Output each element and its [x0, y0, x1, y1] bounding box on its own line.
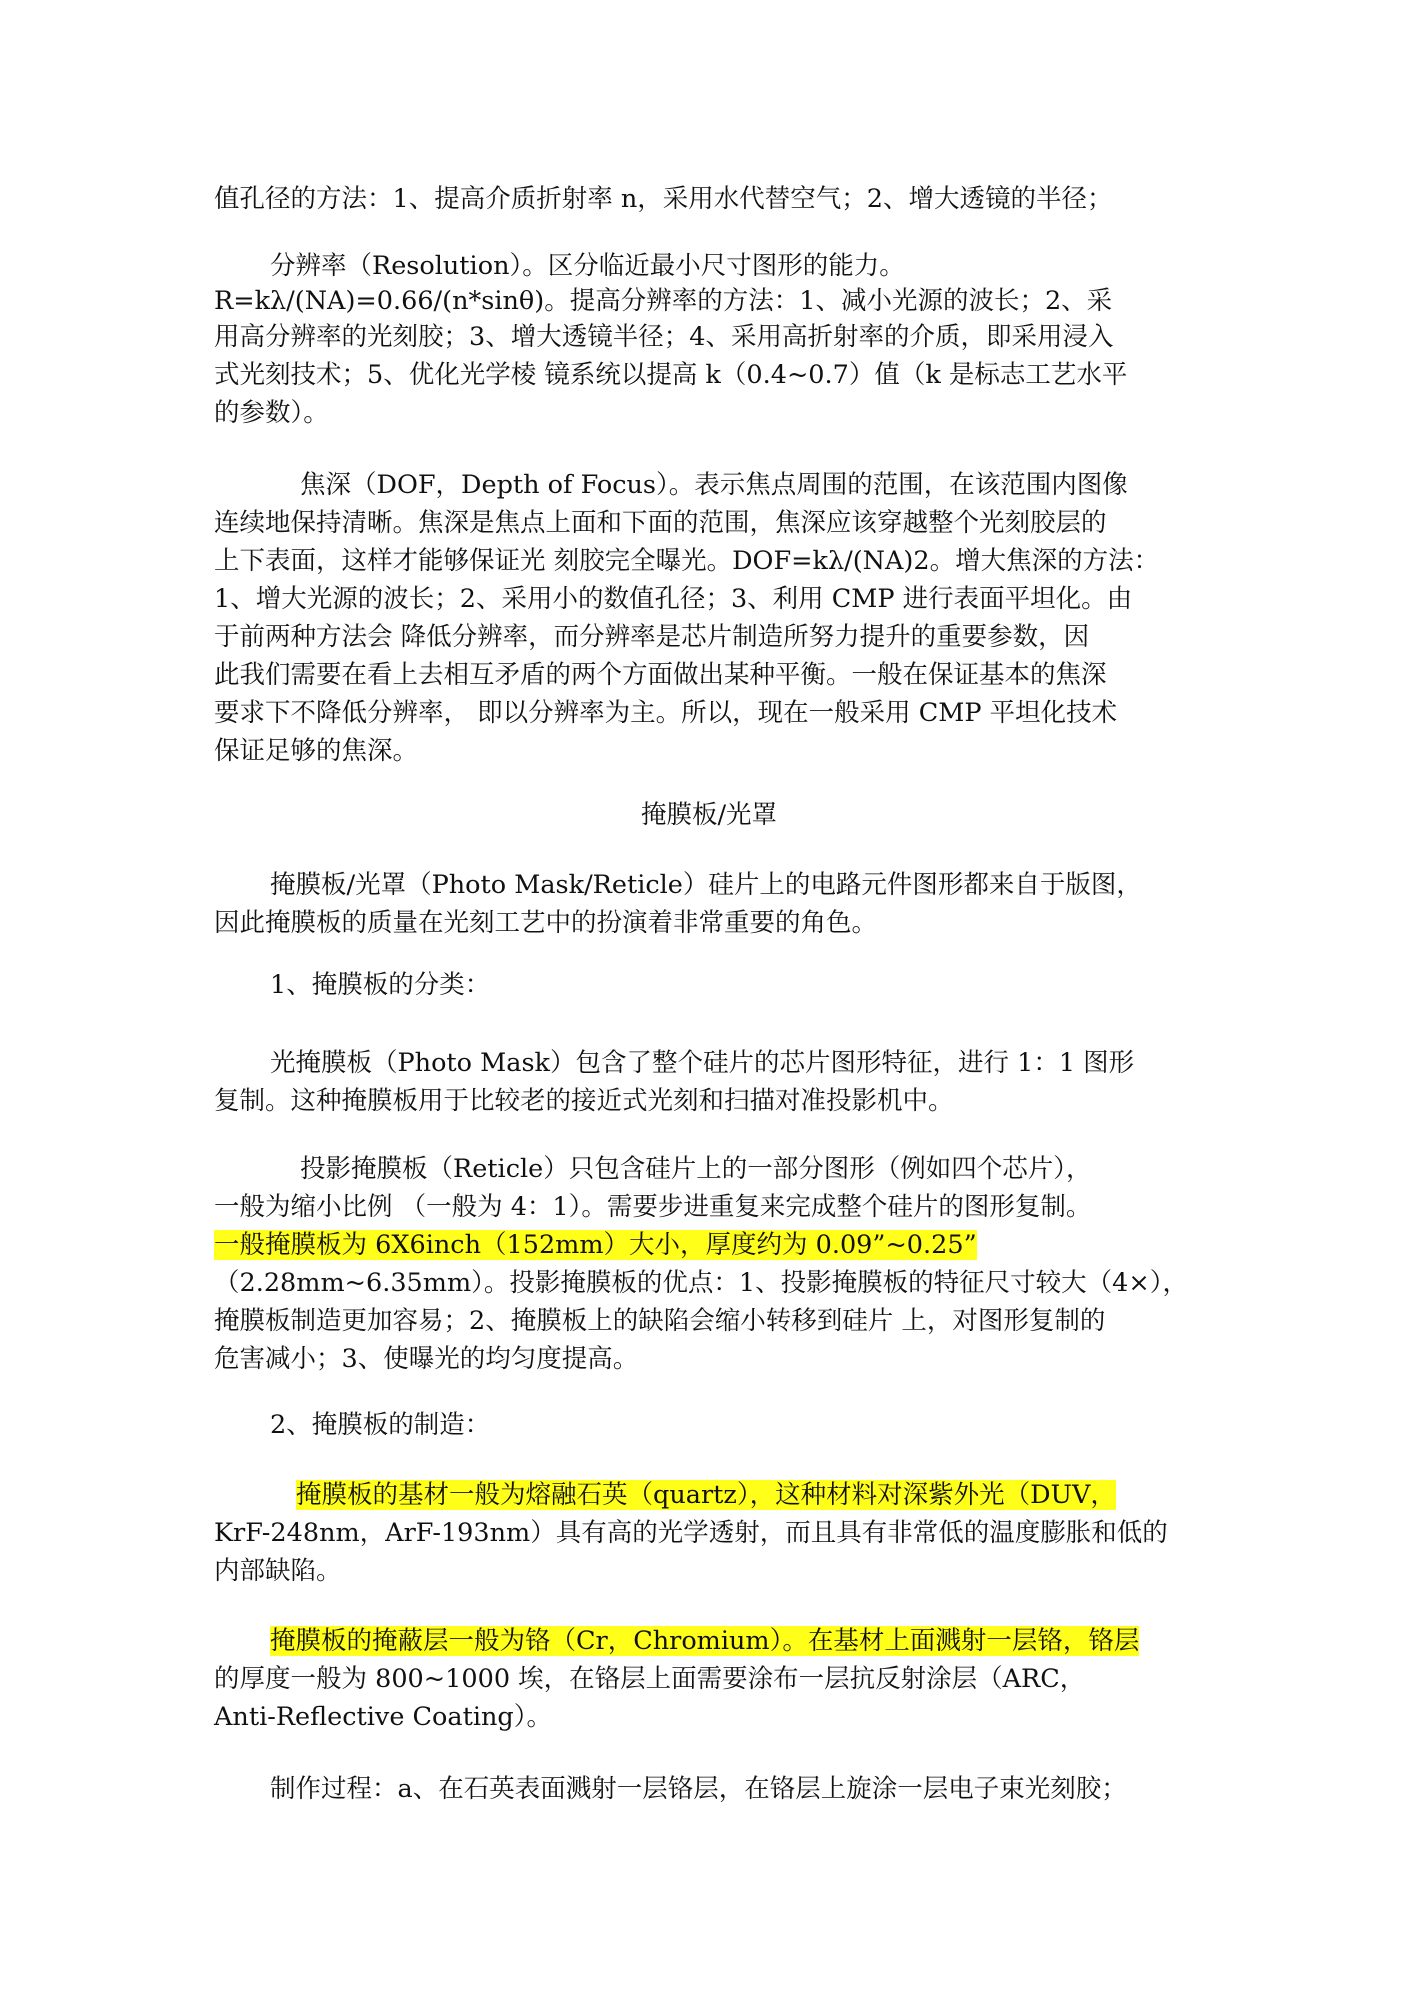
text-line: Anti-Reflective Coating）。 — [214, 1702, 552, 1732]
text-line: R=kλ/(NA)=0.66/(n*sinθ)。提高分辨率的方法：1、减小光源的波长；2、采 — [214, 286, 1113, 316]
text-line: 保证足够的焦深。 — [214, 736, 419, 766]
paragraph-depth-of-focus — [214, 466, 1204, 770]
text-line: 危害减小；3、使曝光的均匀度提高。 — [214, 1344, 639, 1374]
text-line: 一般为缩小比例 （一般为 4：1）。需要步进重复来完成整个硅片的图形复制。 — [214, 1192, 1092, 1222]
text-line: 焦深（DOF，Depth of Focus）。表示焦点周围的范围，在该范围内图像 — [300, 470, 1128, 500]
text-line: 式光刻技术；5、优化光学棱 镜系统以提高 k（0.4~0.7）值（k 是标志工艺水平 — [214, 360, 1128, 390]
text-line: 复制。这种掩膜板用于比较老的接近式光刻和扫描对准投影机中。 — [214, 1086, 954, 1116]
paragraph-resolution — [214, 247, 1204, 432]
text-line — [214, 1622, 1204, 1660]
text-line: （2.28mm~6.35mm）。投影掩膜板的优点：1、投影掩膜板的特征尺寸较大（4×）， — [214, 1268, 1188, 1298]
heading-mask-classification — [214, 966, 1204, 1004]
heading-mask-manufacturing — [214, 1406, 1204, 1444]
highlighted-text: 掩膜板的掩蔽层一般为铬（Cr，Chromium）。在基材上面溅射一层铬，铬层 — [270, 1626, 1140, 1656]
text-line: 投影掩膜板（Reticle）只包含硅片上的一部分图形（例如四个芯片）， — [300, 1154, 1092, 1184]
text-line: 光掩膜板（Photo Mask）包含了整个硅片的芯片图形特征，进行 1：1 图形 — [270, 1048, 1135, 1078]
highlighted-text: 一般掩膜板为 6X6inch（152mm）大小，厚度约为 0.09”~0.25” — [214, 1230, 977, 1260]
text-line: 因此掩膜板的质量在光刻工艺中的扮演着非常重要的角色。 — [214, 908, 878, 938]
text-line: 连续地保持清晰。焦深是焦点上面和下面的范围，焦深应该穿越整个光刻胶层的 — [214, 508, 1107, 538]
text-line: KrF-248nm，ArF-193nm）具有高的光学透射，而且具有非常低的温度膨胀和低的 — [214, 1518, 1168, 1548]
text-line: 的参数）。 — [214, 398, 329, 428]
text-line: 掩膜板制造更加容易；2、掩膜板上的缺陷会缩小转移到硅片 上，对图形复制的 — [214, 1306, 1106, 1336]
text-line: 制作过程：a、在石英表面溅射一层铬层，在铬层上旋涂一层电子束光刻胶； — [270, 1774, 1127, 1804]
text-line: 值孔径的方法：1、提高介质折射率 n，采用水代替空气；2、增大透镜的半径； — [214, 184, 1113, 214]
paragraph-photo-mask — [214, 1044, 1204, 1120]
text-line: 上下表面，这样才能够保证光 刻胶完全曝光。DOF=kλ/(NA)2。增大焦深的方法： — [214, 546, 1160, 576]
paragraph-photomask-intro — [214, 866, 1204, 942]
text-line: 分辨率（Resolution）。区分临近最小尺寸图形的能力。 — [270, 251, 905, 281]
section-title: 掩膜板/光罩 — [640, 800, 778, 830]
paragraph-reticle — [214, 1150, 1204, 1378]
text-line — [214, 1476, 1204, 1514]
text-line: 掩膜板/光罩（Photo Mask/Reticle）硅片上的电路元件图形都来自于版图， — [270, 870, 1142, 900]
paragraph-chromium-layer — [214, 1622, 1204, 1736]
text-line: 用高分辨率的光刻胶；3、增大透镜半径；4、采用高折射率的介质，即采用浸入 — [214, 322, 1114, 352]
paragraph-process — [214, 1770, 1204, 1808]
text-line: 此我们需要在看上去相互矛盾的两个方面做出某种平衡。一般在保证基本的焦深 — [214, 660, 1107, 690]
text-line: 于前两种方法会 降低分辨率，而分辨率是芯片制造所努力提升的重要参数，因 — [214, 622, 1090, 652]
text-line — [214, 1226, 1204, 1264]
text-line: 1、掩膜板的分类： — [270, 970, 491, 1000]
text-line: 1、增大光源的波长；2、采用小的数值孔径；3、利用 CMP 进行表面平坦化。由 — [214, 584, 1133, 614]
text-line: 2、掩膜板的制造： — [270, 1410, 491, 1440]
paragraph-substrate — [214, 1476, 1204, 1590]
text-line: 内部缺陷。 — [214, 1556, 342, 1586]
text-line: 的厚度一般为 800~1000 埃，在铬层上面需要涂布一层抗反射涂层（ARC， — [214, 1664, 1086, 1694]
paragraph-aperture-methods — [214, 180, 1204, 218]
highlighted-text: 掩膜板的基材一般为熔融石英（quartz），这种材料对深紫外光（DUV， — [296, 1480, 1116, 1510]
text-line: 要求下不降低分辨率， 即以分辨率为主。所以，现在一般采用 CMP 平坦化技术 — [214, 698, 1118, 728]
